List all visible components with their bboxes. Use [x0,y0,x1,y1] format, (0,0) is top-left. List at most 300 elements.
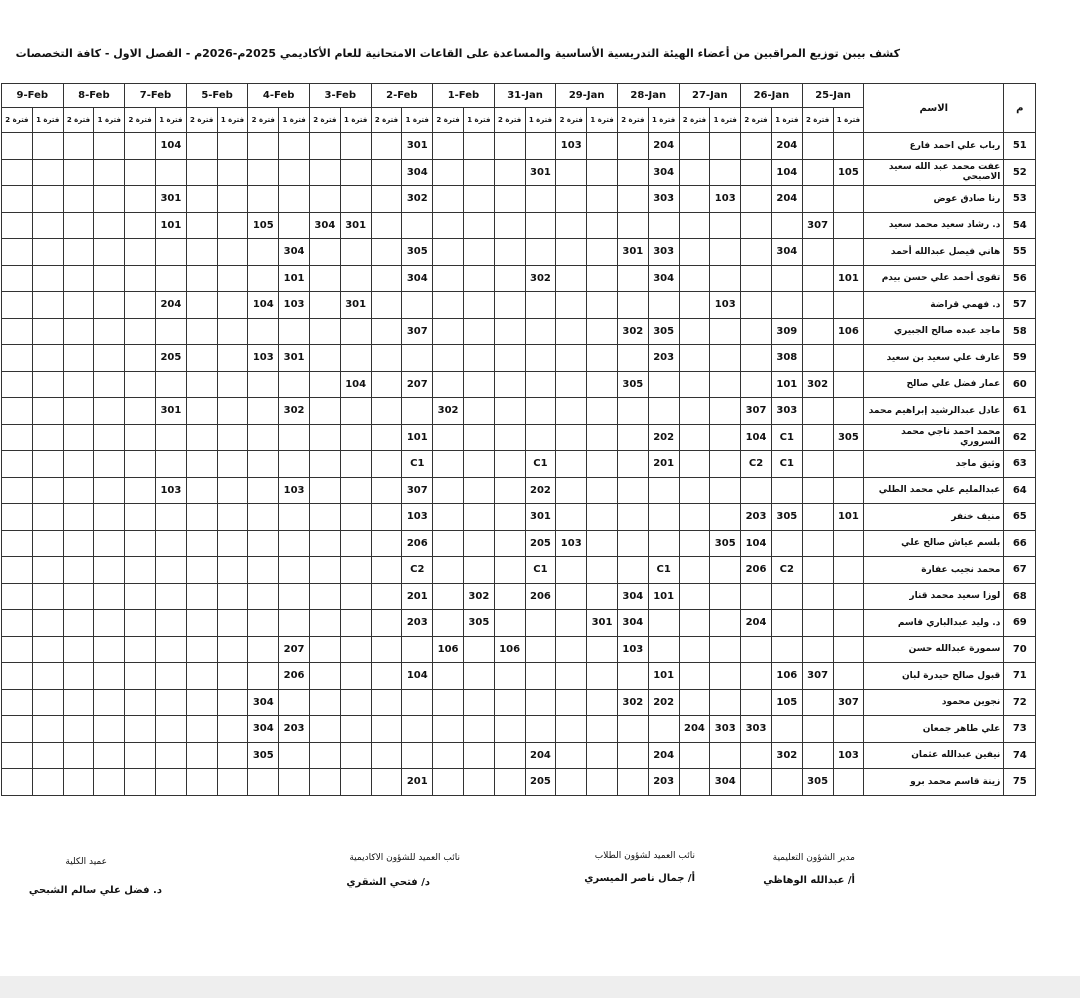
room-cell [679,504,710,531]
room-cell [94,504,125,531]
room-cell [371,133,402,160]
room-cell [217,504,248,531]
row-number: 68 [1004,583,1036,610]
room-cell [494,610,525,637]
room-cell: 106 [433,636,464,663]
room-cell [309,398,340,425]
room-cell [125,530,156,557]
room-cell [340,689,371,716]
room-cell: 302 [617,689,648,716]
table-row [2,398,1036,425]
room-cell [525,663,556,690]
room-cell: 104 [741,424,772,451]
room-cell [155,769,186,796]
room-cell [525,371,556,398]
room-cell [186,689,217,716]
room-cell [463,318,494,345]
signature-student-affairs [584,851,695,884]
period-header: فترة 2 [2,108,33,133]
room-cell [371,451,402,478]
room-cell [309,557,340,584]
room-cell [556,292,587,319]
room-cell [63,504,94,531]
invigilator-name: هاني فيصل عبدالله أحمد [864,239,1004,266]
room-cell [125,239,156,266]
room-cell [155,371,186,398]
room-cell [556,451,587,478]
room-cell [833,530,864,557]
room-cell: 204 [648,133,679,160]
date-header: 7-Feb [125,84,187,108]
room-cell [248,663,279,690]
room-cell [2,610,33,637]
room-cell [309,451,340,478]
period-header: فترة 1 [648,108,679,133]
room-cell [155,636,186,663]
room-cell [679,318,710,345]
room-cell [340,345,371,372]
table-row [2,345,1036,372]
room-cell [340,159,371,186]
room-cell [587,583,618,610]
room-cell [802,530,833,557]
room-cell [248,557,279,584]
room-cell [217,371,248,398]
room-cell: 207 [402,371,433,398]
room-cell [371,239,402,266]
room-cell [710,398,741,425]
room-cell [371,504,402,531]
room-cell [771,636,802,663]
table-row [2,292,1036,319]
invigilator-name: سمورة عبدالله حسن [864,636,1004,663]
room-cell [525,424,556,451]
room-cell [556,636,587,663]
period-header: فترة 2 [617,108,648,133]
table-row [2,689,1036,716]
room-cell [94,265,125,292]
room-cell [833,716,864,743]
room-cell [94,689,125,716]
number-header: م [1004,84,1036,133]
period-header: فترة 2 [248,108,279,133]
room-cell [217,186,248,213]
room-cell [340,769,371,796]
room-cell: 309 [771,318,802,345]
room-cell [525,212,556,239]
room-cell [2,742,33,769]
period-header: فترة 2 [679,108,710,133]
room-cell [494,530,525,557]
room-cell [279,371,310,398]
room-cell [94,186,125,213]
room-cell [433,716,464,743]
room-cell [556,239,587,266]
room-cell [617,133,648,160]
room-cell [617,292,648,319]
room-cell [587,239,618,266]
room-cell [710,159,741,186]
invigilator-name: رنا صادق عوض [864,186,1004,213]
room-cell: 205 [155,345,186,372]
room-cell [494,371,525,398]
row-number: 58 [1004,318,1036,345]
room-cell [433,371,464,398]
room-cell [217,716,248,743]
room-cell [433,530,464,557]
room-cell: 305 [771,504,802,531]
table-row [2,424,1036,451]
room-cell [63,477,94,504]
signature-name: د. فضل علي سالم الشبحي [28,885,162,896]
invigilator-name: عمار فضل علي صالح [864,371,1004,398]
room-cell: 104 [248,292,279,319]
room-cell [556,477,587,504]
room-cell [587,742,618,769]
table-row [2,504,1036,531]
room-cell [32,133,63,160]
room-cell [587,451,618,478]
table-row [2,557,1036,584]
room-cell [679,769,710,796]
room-cell [155,742,186,769]
room-cell [433,583,464,610]
room-cell: C2 [771,557,802,584]
room-cell [463,212,494,239]
table-row [2,451,1036,478]
room-cell [32,769,63,796]
room-cell [32,239,63,266]
room-cell [279,212,310,239]
room-cell [802,583,833,610]
room-cell [186,636,217,663]
room-cell [63,557,94,584]
row-number: 53 [1004,186,1036,213]
room-cell [32,663,63,690]
room-cell [94,424,125,451]
document-title: كشف بيبن توزيع المراقبين من أعضاء الهيئة التدريسية الأساسية والمساعدة على القاعات الامتحانية للعام الأكاديمي 2025م-2026م - الفصل الاول - كافة التخصصات [15,47,900,60]
room-cell [587,663,618,690]
room-cell [63,769,94,796]
room-cell [617,663,648,690]
date-header: 4-Feb [248,84,310,108]
room-cell [802,610,833,637]
room-cell [186,663,217,690]
room-cell [648,636,679,663]
room-cell: 201 [402,583,433,610]
room-cell [340,424,371,451]
row-number: 55 [1004,239,1036,266]
table-row [2,239,1036,266]
room-cell [340,742,371,769]
room-cell [155,663,186,690]
room-cell [617,265,648,292]
room-cell [309,663,340,690]
room-cell [309,530,340,557]
room-cell [186,610,217,637]
room-cell [617,186,648,213]
room-cell: 101 [155,212,186,239]
period-header: فترة 2 [741,108,772,133]
room-cell [2,398,33,425]
room-cell [279,742,310,769]
room-cell [309,424,340,451]
room-cell [679,689,710,716]
room-cell [186,159,217,186]
room-cell [125,398,156,425]
room-cell [125,636,156,663]
room-cell: 104 [155,133,186,160]
room-cell [802,636,833,663]
room-cell [525,398,556,425]
date-header: 27-Jan [679,84,741,108]
room-cell [125,610,156,637]
room-cell: 302 [802,371,833,398]
room-cell: 305 [710,530,741,557]
room-cell [741,186,772,213]
room-cell [309,689,340,716]
room-cell [741,292,772,319]
room-cell [402,716,433,743]
room-cell [556,345,587,372]
room-cell [741,583,772,610]
room-cell: 203 [648,345,679,372]
period-header: فترة 1 [340,108,371,133]
room-cell [587,424,618,451]
room-cell [433,292,464,319]
room-cell [802,239,833,266]
room-cell [309,239,340,266]
table-row [2,318,1036,345]
room-cell [248,371,279,398]
room-cell [587,186,618,213]
room-cell: 307 [802,212,833,239]
table-row [2,186,1036,213]
room-cell [494,557,525,584]
room-cell [710,504,741,531]
signature-title: مدير الشؤون التعليمية [772,853,855,863]
room-cell [802,477,833,504]
room-cell [2,716,33,743]
room-cell [741,371,772,398]
room-cell [155,716,186,743]
period-header: فترة 1 [463,108,494,133]
room-cell [802,424,833,451]
room-cell: 103 [710,186,741,213]
room-cell [340,451,371,478]
room-cell: 203 [648,769,679,796]
room-cell [710,689,741,716]
signature-name: أ/ جمال ناصر الميسري [584,873,695,884]
room-cell [741,769,772,796]
room-cell: 205 [525,530,556,557]
room-cell [463,504,494,531]
room-cell: 304 [248,716,279,743]
room-cell [32,504,63,531]
room-cell [833,477,864,504]
room-cell [248,424,279,451]
room-cell [2,504,33,531]
room-cell [833,212,864,239]
room-cell [833,133,864,160]
room-cell [525,186,556,213]
room-cell [433,451,464,478]
room-cell: 301 [279,345,310,372]
room-cell [494,689,525,716]
room-cell: 304 [279,239,310,266]
room-cell [802,265,833,292]
room-cell: 206 [525,583,556,610]
room-cell [833,583,864,610]
period-header: فترة 2 [309,108,340,133]
table-row [2,663,1036,690]
room-cell [556,716,587,743]
room-cell [248,133,279,160]
room-cell [463,239,494,266]
room-cell [463,769,494,796]
room-cell: C1 [525,451,556,478]
invigilator-name: تقوى أحمد علي حسن بيدم [864,265,1004,292]
room-cell [802,345,833,372]
room-cell [186,318,217,345]
room-cell [525,636,556,663]
room-cell [217,663,248,690]
room-cell: 201 [402,769,433,796]
room-cell: 305 [248,742,279,769]
room-cell [125,159,156,186]
room-cell [217,477,248,504]
room-cell: 307 [741,398,772,425]
invigilator-name: علي طاهر جمعان [864,716,1004,743]
room-cell [186,477,217,504]
row-number: 74 [1004,742,1036,769]
room-cell [94,451,125,478]
room-cell [741,159,772,186]
room-cell [217,451,248,478]
room-cell [741,636,772,663]
room-cell [648,530,679,557]
room-cell [217,398,248,425]
room-cell [94,133,125,160]
room-cell [433,212,464,239]
room-cell [833,663,864,690]
period-header: فترة 1 [32,108,63,133]
room-cell [494,265,525,292]
room-cell [217,689,248,716]
room-cell [833,610,864,637]
room-cell: 301 [525,159,556,186]
room-cell: 301 [587,610,618,637]
room-cell [2,318,33,345]
room-cell [94,345,125,372]
room-cell [125,133,156,160]
room-cell [402,292,433,319]
room-cell [556,398,587,425]
room-cell [556,769,587,796]
row-number: 67 [1004,557,1036,584]
room-cell [802,159,833,186]
room-cell [186,265,217,292]
room-cell [617,212,648,239]
room-cell [32,345,63,372]
room-cell: 105 [833,159,864,186]
room-cell: 304 [771,239,802,266]
room-cell [32,159,63,186]
room-cell [2,345,33,372]
room-cell [494,663,525,690]
room-cell [279,557,310,584]
room-cell: 103 [833,742,864,769]
room-cell [309,292,340,319]
room-cell: 202 [648,424,679,451]
room-cell [94,159,125,186]
room-cell [217,212,248,239]
room-cell: 101 [833,504,864,531]
room-cell [617,557,648,584]
invigilator-name: د. رشاد سعيد محمد سعيد [864,212,1004,239]
room-cell [309,610,340,637]
room-cell [63,292,94,319]
room-cell [587,133,618,160]
room-cell [186,530,217,557]
room-cell: 104 [340,371,371,398]
room-cell [587,398,618,425]
room-cell [32,742,63,769]
room-cell: 307 [833,689,864,716]
schedule-table [1,83,1036,796]
room-cell [217,345,248,372]
room-cell [833,186,864,213]
room-cell [463,345,494,372]
room-cell [309,186,340,213]
room-cell [32,371,63,398]
room-cell [63,239,94,266]
room-cell [125,424,156,451]
room-cell [340,716,371,743]
invigilator-name: قبول صالح حيدرة لبان [864,663,1004,690]
bottom-bar [0,976,1080,998]
room-cell [556,663,587,690]
room-cell [433,742,464,769]
room-cell: 304 [309,212,340,239]
signature-name: أ/ عبدالله الوهاظي [763,875,855,886]
room-cell [248,583,279,610]
period-header: فترة 1 [155,108,186,133]
room-cell [587,477,618,504]
room-cell [2,212,33,239]
period-header: فترة 1 [525,108,556,133]
room-cell [371,477,402,504]
room-cell [587,769,618,796]
room-cell [63,689,94,716]
room-cell [833,769,864,796]
row-number: 51 [1004,133,1036,160]
room-cell [741,239,772,266]
room-cell [710,265,741,292]
room-cell [833,239,864,266]
room-cell [217,530,248,557]
room-cell [32,186,63,213]
room-cell [556,186,587,213]
room-cell [217,239,248,266]
table-row [2,742,1036,769]
room-cell [463,477,494,504]
room-cell: 201 [648,451,679,478]
room-cell: 303 [771,398,802,425]
room-cell [494,159,525,186]
room-cell [771,292,802,319]
room-cell: 204 [771,133,802,160]
